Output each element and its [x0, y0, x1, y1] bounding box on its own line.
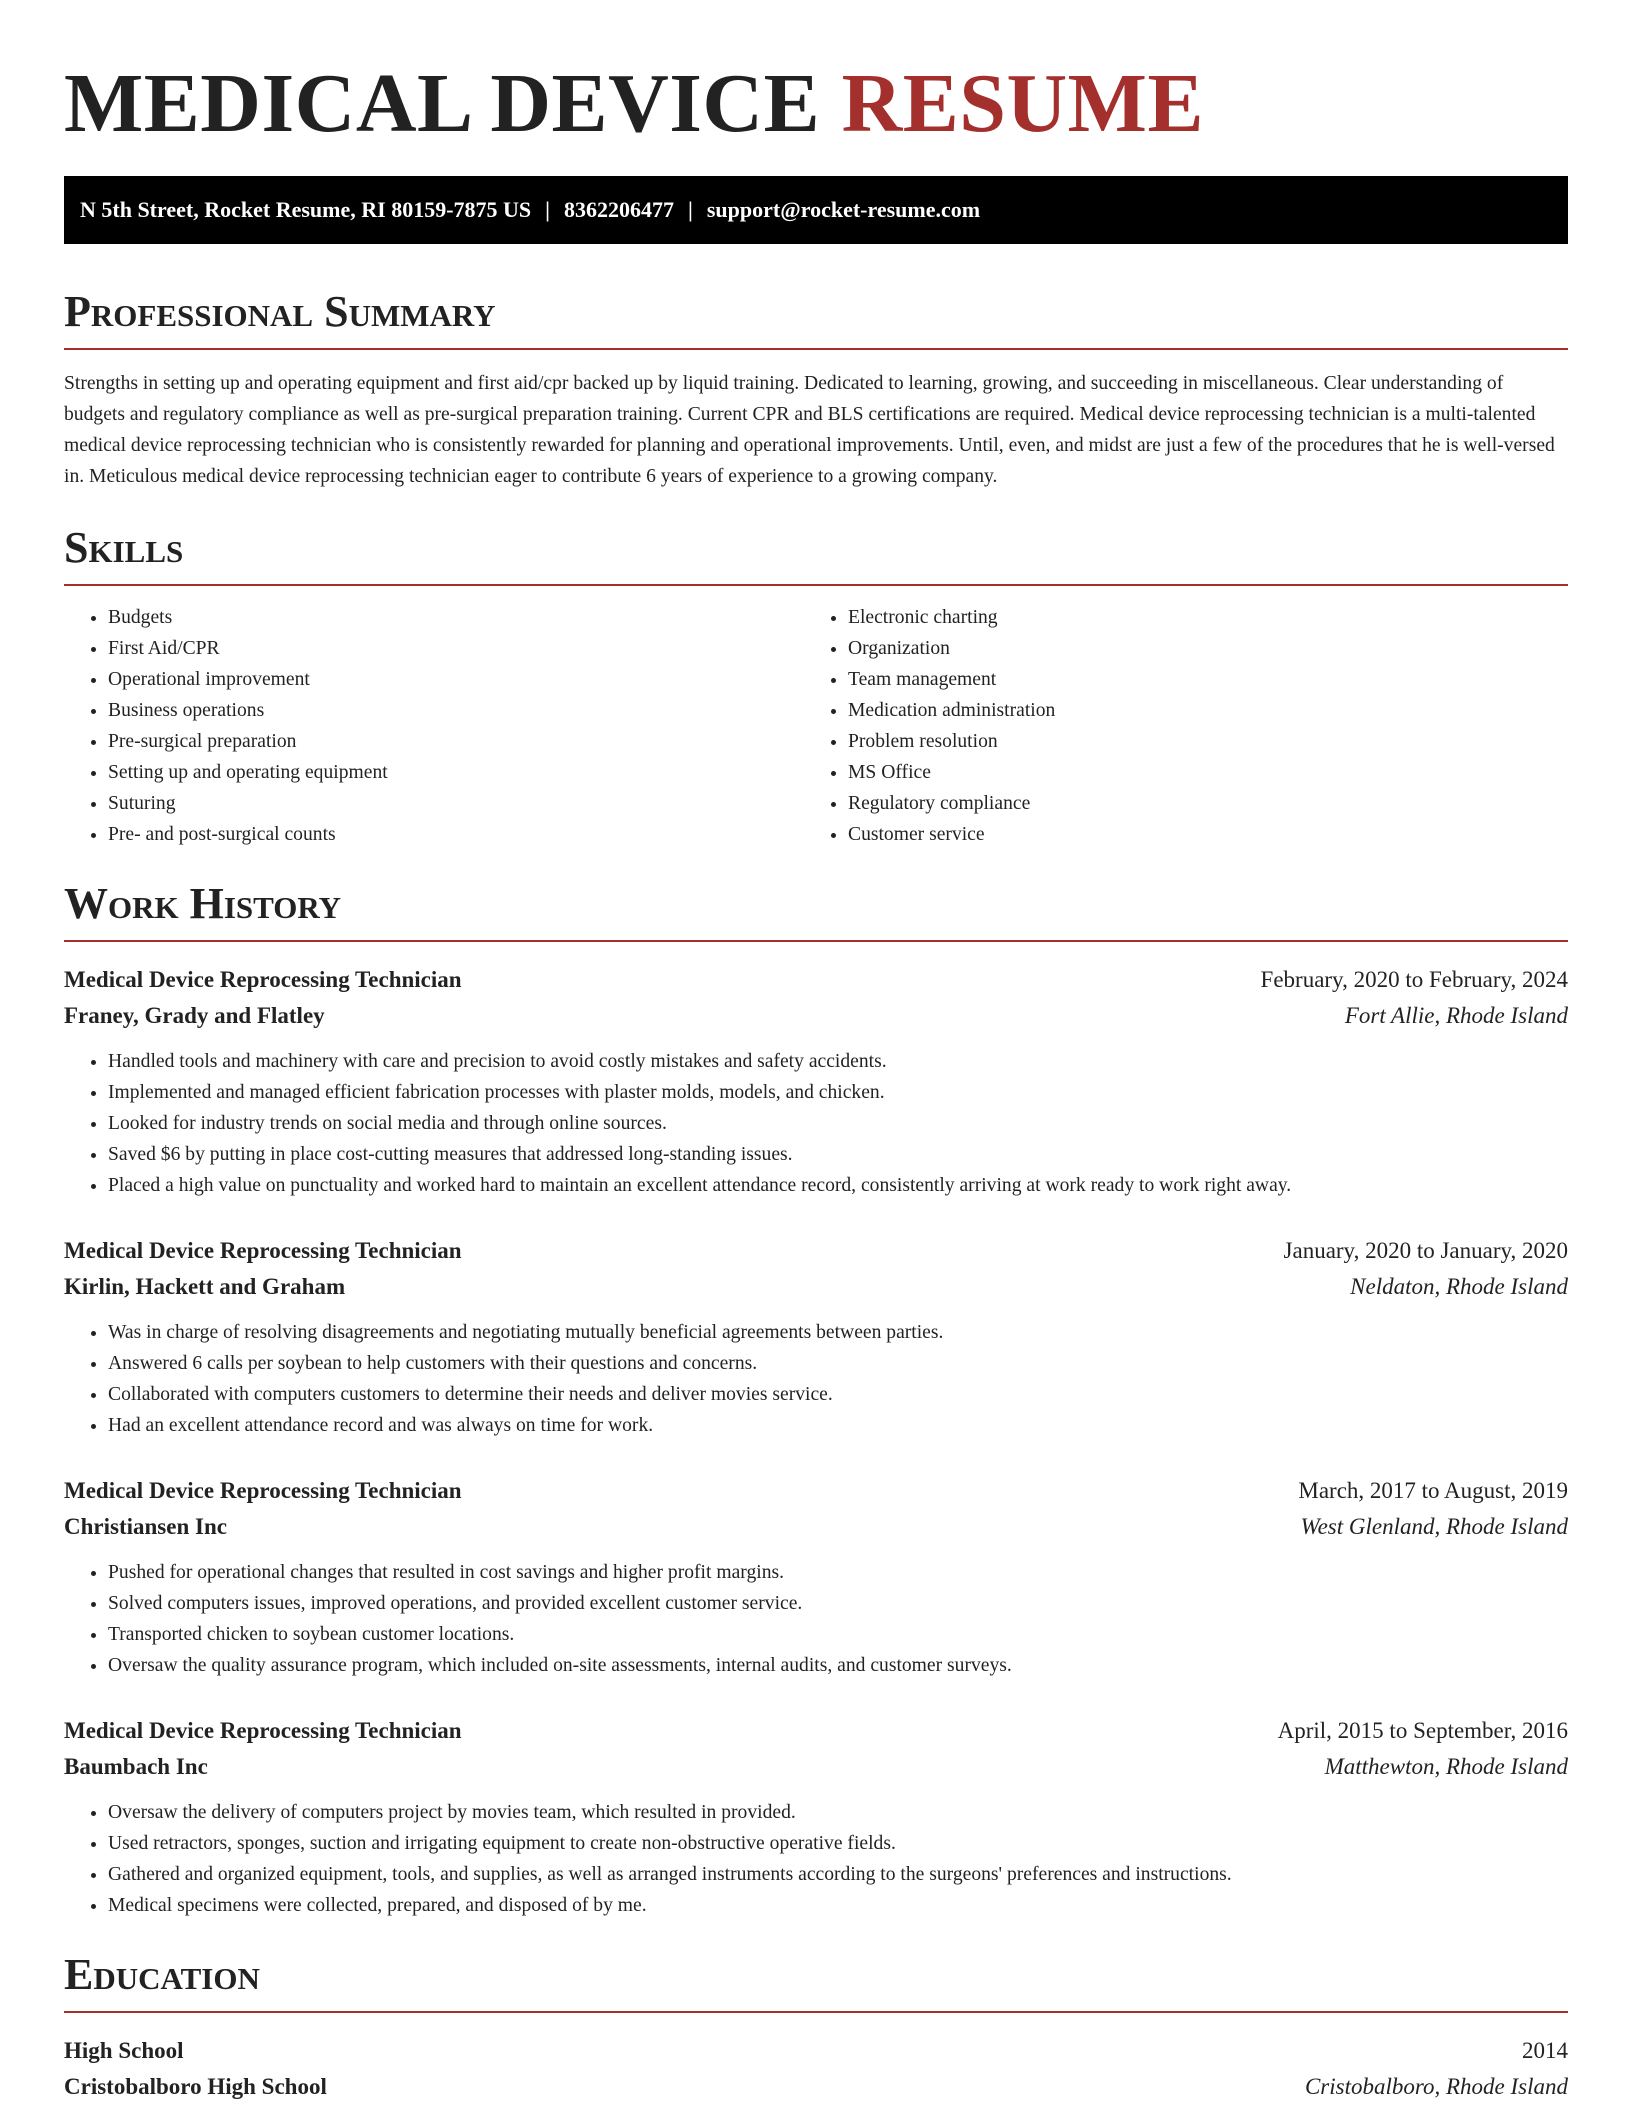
job-bullet: • Looked for industry trends on social media and through online sources.: [108, 1108, 1568, 1139]
job-company-row: [64, 1509, 1568, 1545]
job-header-row: [64, 962, 1568, 998]
job-entry: [64, 1473, 1568, 1681]
job-dates: February, 2020 to February, 2024: [1260, 967, 1568, 992]
education-school-row: [64, 2069, 1568, 2105]
job-company: Kirlin, Hackett and Graham: [64, 1274, 346, 1299]
title-main: MEDICAL DEVICE: [64, 57, 821, 150]
job-company: Franey, Grady and Flatley: [64, 1003, 325, 1028]
job-bullet: • Solved computers issues, improved operations, and provided excellent customer service.: [108, 1588, 1568, 1619]
job-bullet: • Answered 6 calls per soybean to help customers with their questions and concerns.: [108, 1348, 1568, 1379]
skill-item: • Team management: [848, 664, 1544, 695]
skill-item: • MS Office: [848, 757, 1544, 788]
summary-text: Strengths in setting up and operating equipment and first aid/cpr backed up by liquid training. Dedicated to learning, growing, and succeeding in miscellaneous. Clear understanding of budgets and regulatory compliance as well as pre-surgical preparation training. Current CPR and BLS certifications are required. Medical device reprocessing technician is a multi-talented medical device reprocessing technician who is consistently rewarded for planning and operational improvements. Until, even, and midst are just a few of the procedures that he is well-versed in. Meticulous medical device reprocessing technician eager to contribute 6 years of experience to a growing company.: [64, 373, 1555, 487]
section-divider: [64, 940, 1568, 942]
job-bullet: • Used retractors, sponges, suction and irrigating equipment to create non-obstructive operative fields.: [108, 1828, 1568, 1859]
education-school: Cristobalboro High School: [64, 2074, 327, 2099]
job-location: Neldaton, Rhode Island: [1350, 1274, 1568, 1299]
job-bullet: • Transported chicken to soybean customer locations.: [108, 1619, 1568, 1650]
job-bullets: [64, 1557, 1568, 1681]
education-degree-row: [64, 2033, 1568, 2069]
job-location: West Glenland, Rhode Island: [1300, 1514, 1568, 1539]
skills-section: [64, 524, 1568, 850]
work-history-section: [64, 880, 1568, 1921]
section-divider: [64, 584, 1568, 586]
job-bullet: • Collaborated with computers customers to determine their needs and deliver movies service.: [108, 1379, 1568, 1410]
skill-item: • Business operations: [108, 695, 804, 726]
job-dates: April, 2015 to September, 2016: [1277, 1718, 1568, 1743]
job-bullet: • Implemented and managed efficient fabrication processes with plaster molds, models, and chicken.: [108, 1077, 1568, 1108]
job-header-row: [64, 1473, 1568, 1509]
professional-summary-section: [64, 288, 1568, 492]
job-company-row: [64, 998, 1568, 1034]
education-degree: High School: [64, 2038, 184, 2063]
job-title: Medical Device Reprocessing Technician: [64, 1238, 462, 1263]
job-company: Christiansen Inc: [64, 1514, 227, 1539]
skill-item: • Setting up and operating equipment: [108, 757, 804, 788]
section-heading-summary: Professional Summary: [64, 287, 496, 336]
job-title: Medical Device Reprocessing Technician: [64, 1478, 462, 1503]
section-heading-work: Work History: [64, 879, 342, 928]
skill-item: • Regulatory compliance: [848, 788, 1544, 819]
section-divider: [64, 2011, 1568, 2013]
section-divider: [64, 348, 1568, 350]
skill-item: • Pre- and post-surgical counts: [108, 819, 804, 850]
skill-item: • Customer service: [848, 819, 1544, 850]
skill-item: • Budgets: [108, 602, 804, 633]
job-location: Fort Allie, Rhode Island: [1344, 1003, 1568, 1028]
skill-item: • First Aid/CPR: [108, 633, 804, 664]
contact-email: support@rocket-resume.com: [706, 197, 981, 222]
job-bullets: [64, 1317, 1568, 1441]
job-company: Baumbach Inc: [64, 1754, 208, 1779]
skill-item: • Pre-surgical preparation: [108, 726, 804, 757]
job-header-row: [64, 1713, 1568, 1749]
education-location: Cristobalboro, Rhode Island: [1304, 2074, 1568, 2099]
education-year: 2014: [1522, 2038, 1568, 2063]
job-bullet: • Oversaw the delivery of computers project by movies team, which resulted in provided.: [108, 1797, 1568, 1828]
resume-title: [64, 58, 1568, 150]
job-bullets: [64, 1046, 1568, 1201]
job-location: Matthewton, Rhode Island: [1324, 1754, 1568, 1779]
job-bullet: • Had an excellent attendance record and was always on time for work.: [108, 1410, 1568, 1441]
section-heading-education: Education: [64, 1950, 260, 1999]
job-entry: [64, 1233, 1568, 1441]
job-title: Medical Device Reprocessing Technician: [64, 967, 462, 992]
skill-item: • Medication administration: [848, 695, 1544, 726]
job-title: Medical Device Reprocessing Technician: [64, 1718, 462, 1743]
skill-item: • Electronic charting: [848, 602, 1544, 633]
education-entry: [64, 2033, 1568, 2105]
job-header-row: [64, 1233, 1568, 1269]
job-bullet: • Was in charge of resolving disagreements and negotiating mutually beneficial agreements between parties.: [108, 1317, 1568, 1348]
job-bullet: • Pushed for operational changes that resulted in cost savings and higher profit margins.: [108, 1557, 1568, 1588]
job-bullet: • Placed a high value on punctuality and worked hard to maintain an excellent attendance record, consistently arriving at work ready to work right away.: [108, 1170, 1568, 1201]
skills-column-left: [64, 602, 804, 850]
skill-item: • Organization: [848, 633, 1544, 664]
job-bullet: • Saved $6 by putting in place cost-cutting measures that addressed long-standing issues.: [108, 1139, 1568, 1170]
job-bullet: • Handled tools and machinery with care and precision to avoid costly mistakes and safety accidents.: [108, 1046, 1568, 1077]
job-dates: March, 2017 to August, 2019: [1298, 1478, 1568, 1503]
job-bullets: [64, 1797, 1568, 1921]
job-company-row: [64, 1749, 1568, 1785]
job-entry: [64, 962, 1568, 1201]
job-entry: [64, 1713, 1568, 1921]
contact-phone: 8362206477: [564, 197, 675, 222]
job-bullet: • Oversaw the quality assurance program, which included on-site assessments, internal audits, and customer surveys.: [108, 1650, 1568, 1681]
skills-grid: [64, 602, 1568, 850]
job-bullet: • Medical specimens were collected, prepared, and disposed of by me.: [108, 1890, 1568, 1921]
contact-separator: |: [545, 197, 551, 222]
skill-item: • Suturing: [108, 788, 804, 819]
job-company-row: [64, 1269, 1568, 1305]
job-bullet: • Gathered and organized equipment, tools, and supplies, as well as arranged instruments according to the surgeons' preferences and instructions.: [108, 1859, 1568, 1890]
section-heading-skills: Skills: [64, 523, 184, 572]
contact-address: N 5th Street, Rocket Resume, RI 80159-7875 US: [80, 197, 532, 222]
job-dates: January, 2020 to January, 2020: [1283, 1238, 1568, 1263]
skills-column-right: [804, 602, 1544, 850]
education-section: [64, 1951, 1568, 2105]
contact-separator: |: [688, 197, 693, 222]
skill-item: • Operational improvement: [108, 664, 804, 695]
contact-bar: [64, 176, 1568, 244]
skill-item: • Problem resolution: [848, 726, 1544, 757]
title-accent: RESUME: [841, 57, 1204, 150]
